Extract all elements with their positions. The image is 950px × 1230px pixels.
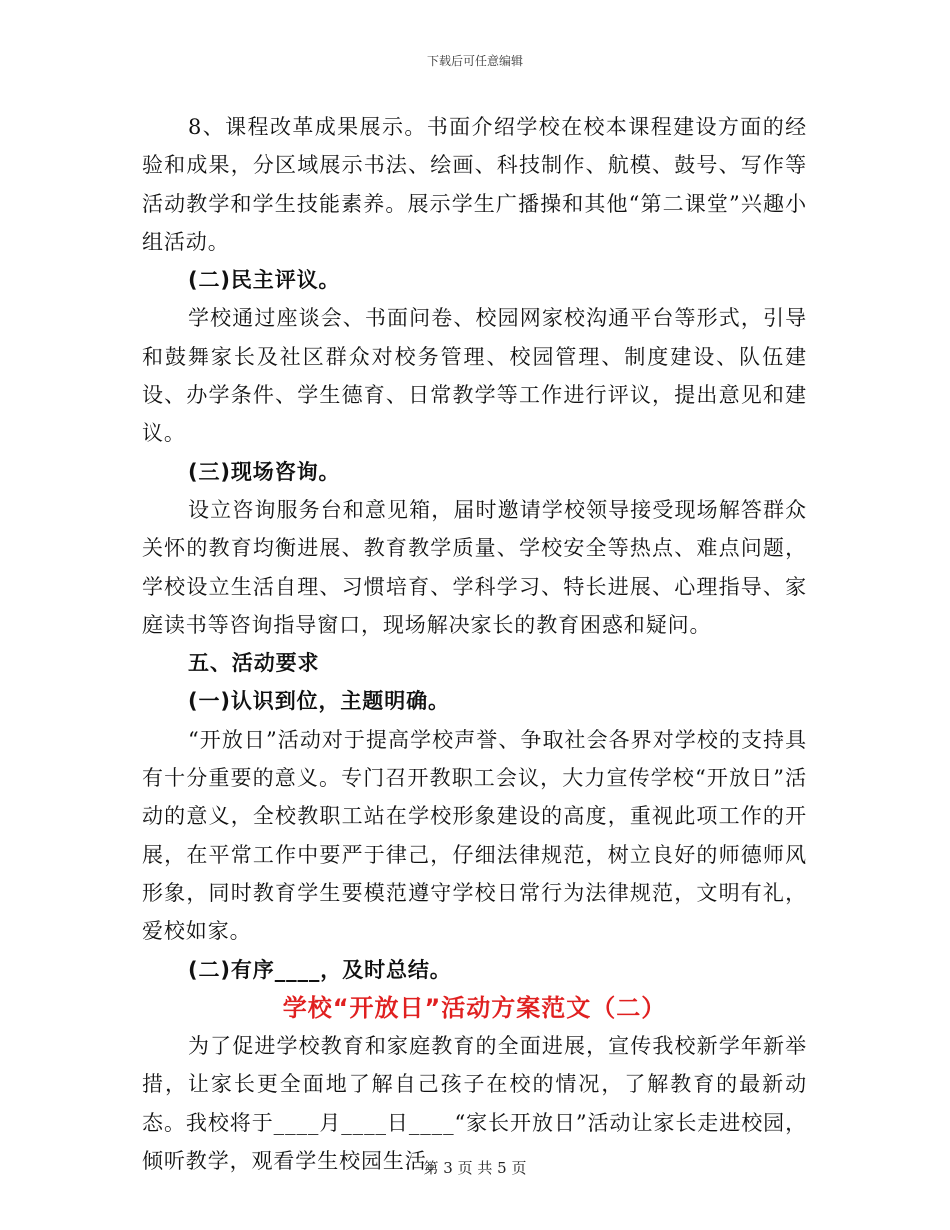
heading-orderly-summary: (二)有序____，及时总结。 (188, 957, 452, 982)
paragraph-awareness: “开放日”活动对于提高学校声誉、争取社会各界对学校的支持具有十分重要的意义。专门召开教职工会议，大力宣传学校“开放日”活动的意义，全校教职工站在学校形象建设的高度，重视此项工作的开展，在平常工作中要严于律己，仔细法律规范，树立良好的师德师风形象，同时教育学生要模范遵守学校日常行为法律规范，文明有礼，爱校如家。 (142, 727, 807, 944)
heading-democratic-review: (二)民主评议。 (188, 268, 341, 293)
document-body (142, 108, 807, 1180)
section-title: 学校“开放日”活动方案范文（二） (282, 993, 667, 1022)
heading-activity-requirements: 五、活动要求 (188, 651, 320, 676)
page-footer: 第 3 页 共 5 页 (423, 1159, 527, 1177)
paragraph-onsite-consultation: 设立咨询服务台和意见箱，届时邀请学校领导接受现场解答群众关怀的教育均衡进展、教育教学质量、学校安全等热点、难点问题，学校设立生活自理、习惯培育、学科学习、特长进展、心理指导、家庭读书等咨询指导窗口，现场解决家长的教育困惑和疑问。 (142, 497, 807, 637)
paragraph-course-reform: 8、课程改革成果展示。书面介绍学校在校本课程建设方面的经验和成果，分区域展示书法、绘画、科技制作、航模、鼓号、写作等活动教学和学生技能素养。展示学生广播操和其他“第二课堂”兴趣小组活动。 (142, 115, 807, 254)
paragraph-democratic-review: 学校通过座谈会、书面问卷、校园网家校沟通平台等形式，引导和鼓舞家长及社区群众对校务管理、校园管理、制度建设、队伍建设、办学条件、学生德育、日常教学等工作进行评议，提出意见和建议。 (142, 306, 807, 446)
page-header: 下载后可任意编辑 (426, 54, 523, 68)
paragraph-open-day-intro: 为了促进学校教育和家庭教育的全面进展，宣传我校新学年新举措，让家长更全面地了解自己孩子在校的情况，了解教育的最新动态。我校将于____月____日____“家长开放日”活动让家长走进校园，倾听教学，观看学生校园生活。 (142, 1034, 807, 1174)
heading-awareness: (一)认识到位，主题明确。 (188, 689, 450, 714)
heading-onsite-consultation: (三)现场咨询。 (188, 459, 341, 484)
